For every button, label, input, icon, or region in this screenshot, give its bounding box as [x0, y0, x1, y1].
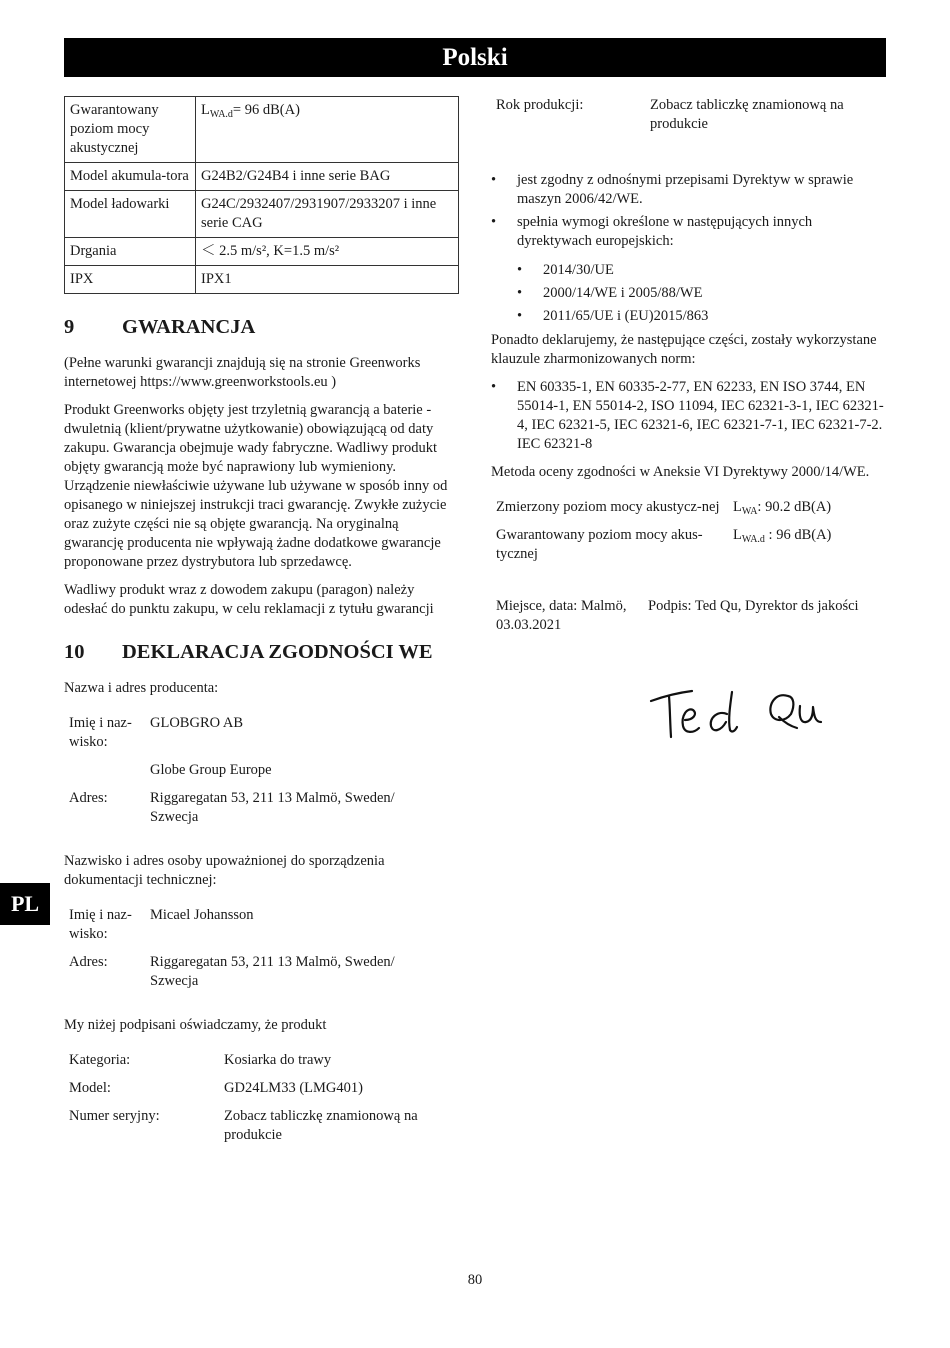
- table-row: [64, 789, 459, 836]
- field-label: Zmierzony poziom mocy akustycz-nej: [496, 499, 720, 515]
- table-row: [64, 953, 459, 1000]
- spec-value: G24C/2932407/2931907/2933207 i inne serie CAG: [196, 191, 459, 238]
- section-title: DEKLARACJA ZGODNOŚCI WE: [122, 641, 433, 663]
- page-number: 80: [467, 1272, 483, 1288]
- table-row: [64, 1051, 459, 1079]
- table-row: [65, 238, 459, 266]
- table-row: [65, 266, 459, 294]
- spec-key: Gwarantowany poziom mocy akustycznej: [65, 97, 196, 163]
- field-label: Imię i naz-wisko:: [69, 715, 132, 750]
- list-item: • EN 60335-1, EN 60335-2-77, EN 62233, EN ISO 3744, EN 55014-1, EN 55014-2, ISO 11094, IEC 62321-3-1, IEC 62321-4, IEC 62321-5, IEC 62321-6, IEC 62321-7-1, IEC 62321-7-2. IEC 62321-8: [491, 378, 886, 454]
- list-item: • 2000/14/WE i 2005/88/WE: [517, 284, 886, 303]
- field-label: Adres:: [69, 790, 108, 806]
- table-row: [491, 96, 886, 143]
- paragraph: Ponadto deklarujemy, że następujące części, zostały wykorzystane klauzule zharmonizowanych norm:: [491, 332, 877, 367]
- paragraph: (Pełne warunki gwarancji znajdują się na stronie Greenworks internetowej https://www.greenworkstools.eu ): [64, 355, 421, 390]
- signed-by: Podpis: Ted Qu, Dyrektor ds jakości: [648, 598, 859, 614]
- field-value: Riggaregatan 53, 211 13 Malmö, Sweden/ Szwecja: [150, 954, 395, 989]
- language-tab: PL: [0, 883, 50, 925]
- left-column: [64, 96, 459, 1154]
- field-label: Model:: [69, 1080, 111, 1096]
- table-row: [64, 714, 459, 761]
- spec-value: ＜ 2.5 m/s², K=1.5 m/s²: [196, 238, 459, 266]
- field-value: GD24LM33 (LMG401): [224, 1080, 363, 1096]
- right-column: [491, 96, 886, 644]
- field-value: $L_{WA.d}$ : 96 dB(A): [733, 527, 832, 545]
- authorized-person-table: [64, 906, 459, 1000]
- product-table: [64, 1051, 459, 1154]
- section-number: 10: [64, 641, 85, 663]
- list-item: • 2014/30/UE: [517, 261, 886, 280]
- table-row: [65, 163, 459, 191]
- field-value: Zobacz tabliczkę znamionową na produkcie: [224, 1108, 418, 1143]
- field-label: Imię i naz-wisko:: [69, 907, 132, 942]
- spec-key: Drgania: [65, 238, 196, 266]
- spec-value: $L_{WA.d}= 96$ dB(A): [196, 97, 459, 163]
- field-value: Kosiarka do trawy: [224, 1052, 332, 1068]
- section-title: GWARANCJA: [122, 316, 256, 338]
- field-label: Rok produkcji:: [496, 97, 584, 113]
- field-value: $L_{WA}$: 90.2 dB(A): [733, 499, 832, 517]
- handwritten-signature: [648, 684, 832, 744]
- paragraph: My niżej podpisani oświadczamy, że produkt: [64, 1017, 327, 1033]
- table-row: [64, 906, 459, 953]
- sub-directive-list: [517, 261, 886, 326]
- paragraph: Nazwisko i adres osoby upoważnionej do sporządzenia dokumentacji technicznej:: [64, 853, 385, 888]
- specification-table: [64, 96, 459, 294]
- section-number: 9: [64, 316, 75, 338]
- spec-key: Model ładowarki: [65, 191, 196, 238]
- field-value: Micael Johansson: [150, 907, 254, 923]
- empty-cell: [64, 761, 145, 789]
- spec-key: IPX: [65, 266, 196, 294]
- manufacturer-table: [64, 714, 459, 836]
- paragraph: Nazwa i adres producenta:: [64, 680, 219, 696]
- norms-list: [491, 378, 886, 454]
- spec-key: Model akumula-tora: [65, 163, 196, 191]
- table-row: [65, 97, 459, 163]
- spec-value: G24B2/G24B4 i inne serie BAG: [196, 163, 459, 191]
- list-item: • jest zgodny z odnośnymi przepisami Dyrektyw w sprawie maszyn 2006/42/WE.: [491, 171, 886, 209]
- table-row: [491, 526, 886, 573]
- field-value: GLOBGRO AB: [150, 715, 244, 731]
- directive-list: [491, 171, 886, 326]
- paragraph: Wadliwy produkt wraz z dowodem zakupu (paragon) należy odesłać do punktu zakupu, w celu reklamacji z tytułu gwarancji: [64, 582, 434, 617]
- list-item: • 2011/65/UE i (EU)2015/863: [517, 307, 886, 326]
- page-header-title: Polski: [64, 38, 886, 77]
- field-label: Kategoria:: [69, 1052, 131, 1068]
- table-row: [491, 597, 886, 644]
- table-row: [491, 498, 886, 526]
- paragraph: Metoda oceny zgodności w Aneksie VI Dyrektywy 2000/14/WE.: [491, 464, 870, 480]
- list-item: • spełnia wymogi określone w następujących innych dyrektywach europejskich: • 2014/30/UE • 2000/14/WE i 2005/88/WE • 2011/65/UE i (EU)2015/863: [491, 213, 886, 326]
- field-label: Numer seryjny:: [69, 1108, 160, 1124]
- section-heading-declaration: [64, 641, 459, 664]
- paragraph: Produkt Greenworks objęty jest trzyletnią gwarancją a baterie - dwuletnią (klient/prywatne użytkowanie) obowiązującą od daty zakupu. Gwarancja obejmuje wady fabryczne. Wadliwy produkt objęty gwarancją może być naprawiony lub wymieniony. Urządzenie niewłaściwie używane lub używane w sposób inny od opisanego w niniejszej instrukcji traci gwarancję. Zwykłe zużycie oraz zużyte części nie są objęte gwarancją. Na oryginalną gwarancję producenta nie wpływają żadne dodatkowe gwarancje proponowane przez dystrybutora lub sprzedawcę.: [64, 402, 448, 570]
- sound-level-table: [491, 498, 886, 573]
- table-row: [64, 761, 459, 789]
- table-row: [64, 1079, 459, 1107]
- section-heading-warranty: [64, 316, 459, 339]
- field-label: Adres:: [69, 954, 108, 970]
- production-year-table: [491, 96, 886, 143]
- field-label: Gwarantowany poziom mocy akus-tycznej: [496, 527, 703, 562]
- spec-value: IPX1: [196, 266, 459, 294]
- place-date: Miejsce, data: Malmö, 03.03.2021: [496, 598, 627, 633]
- field-value: Zobacz tabliczkę znamionową na produkcie: [650, 97, 844, 132]
- table-row: [65, 191, 459, 238]
- signature-table: [491, 597, 886, 644]
- table-row: [64, 1107, 459, 1154]
- field-value: Globe Group Europe: [150, 762, 272, 778]
- field-value: Riggaregatan 53, 211 13 Malmö, Sweden/ Szwecja: [150, 790, 395, 825]
